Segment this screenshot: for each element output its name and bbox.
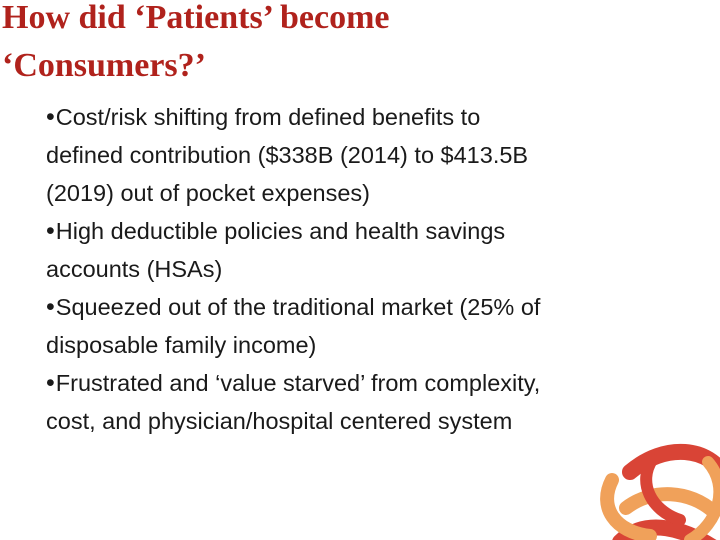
slide-title-line-1: How did ‘Patients’ become	[2, 0, 390, 36]
slide-title	[2, 0, 702, 90]
slide-title-line-2: ‘Consumers?’	[2, 47, 206, 84]
bullet-text-line: Frustrated and ‘value starved’ from complexity,	[55, 370, 541, 396]
bullet-text-line: cost, and physician/hospital centered system	[46, 408, 513, 434]
bullet-item-frustrated	[46, 364, 686, 440]
bullet-text-line: Squeezed out of the traditional market (25% of	[55, 294, 541, 320]
interlaced-ribbon-logo-icon	[590, 432, 720, 540]
bullet-icon: •	[46, 369, 55, 397]
bullet-list	[46, 98, 686, 440]
bullet-item-squeezed-out	[46, 288, 686, 364]
bullet-icon: •	[46, 217, 55, 245]
bullet-text-line: (2019) out of pocket expenses)	[46, 180, 370, 206]
bullet-icon: •	[46, 293, 55, 321]
bullet-text-line: Cost/risk shifting from defined benefits to	[55, 104, 481, 130]
bullet-text-line: defined contribution ($338B (2014) to $413.5B	[46, 142, 529, 168]
bullet-text-line: High deductible policies and health savings	[55, 218, 506, 244]
bullet-icon: •	[46, 103, 55, 131]
bullet-item-cost-risk-shifting	[46, 98, 686, 212]
bullet-item-high-deductible	[46, 212, 686, 288]
bullet-text-line: accounts (HSAs)	[46, 256, 223, 282]
bullet-text-line: disposable family income)	[46, 332, 317, 358]
